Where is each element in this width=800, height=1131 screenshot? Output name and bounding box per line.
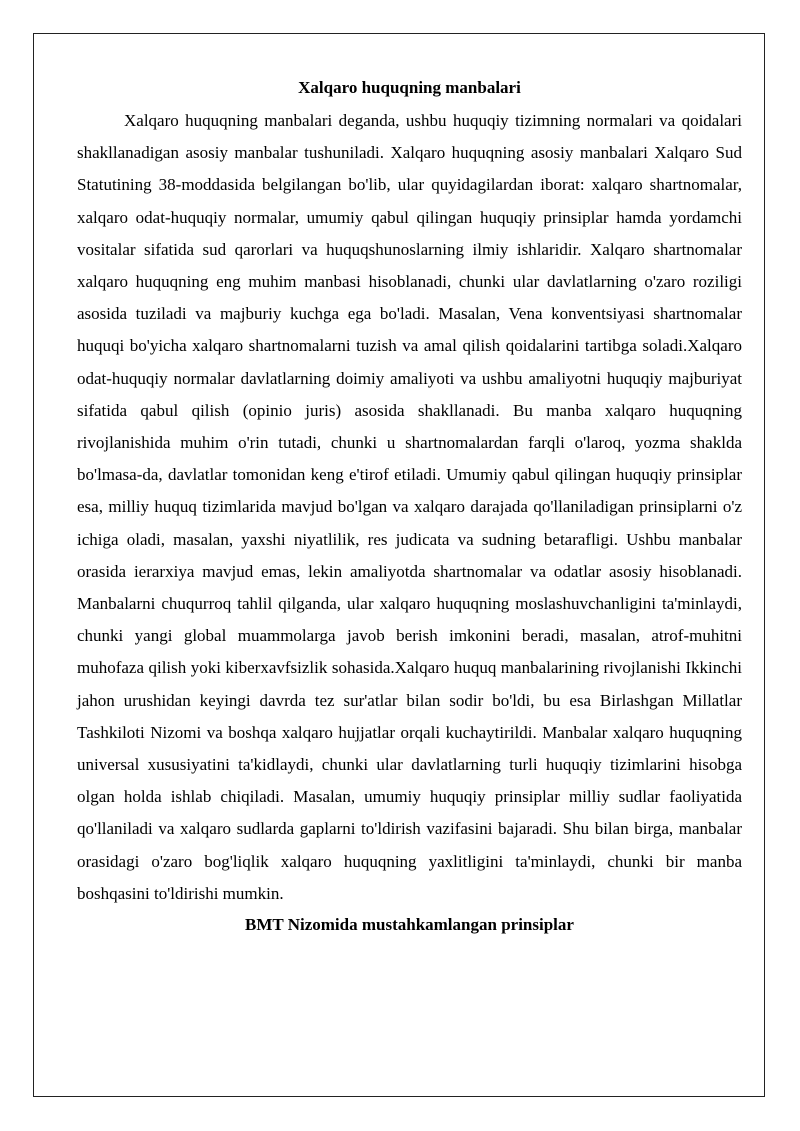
document-body [77, 77, 742, 936]
section-heading: BMT Nizomida mustahkamlangan prinsiplar [245, 915, 574, 935]
body-paragraph: Xalqaro huquqning manbalari deganda, ushbu huquqiy tizimning normalari va qoidalari shakllanadigan asosiy manbalar tushuniladi. Xalqaro huquqning asosiy manbalari Xalqaro Sud Statutining 38-moddasida belgilangan bo'lib, ular quyidagilardan iborat: xalqaro shartnomalar, xalqaro odat-huquqiy normalar, umumiy qabul qilingan huquqiy prinsiplar hamda yordamchi vositalar sifatida sud qarorlari va huquqshunoslarning ilmiy ishlaridir. Xalqaro shartnomalar xalqaro huquqning eng muhim manbasi hisoblanadi, chunki ular davlatlarning o'zaro roziligi asosida tuziladi va majburiy kuchga ega bo'ladi. Masalan, Vena konventsiyasi shartnomalar huquqi bo'yicha xalqaro shartnomalarni tuzish va amal qilish qoidalarini tartibga soladi.Xalqaro odat-huquqiy normalar davlatlarning doimiy amaliyoti va ushbu amaliyotni huquqiy majburiyat sifatida qabul qilish (opinio juris) asosida shakllanadi. Bu manba xalqaro huquqning rivojlanishida muhim o'rin tutadi, chunki u shartnomalardan farqli o'laroq, yozma shaklda bo'lmasa-da, davlatlar tomonidan keng e'tirof etiladi. Umumiy qabul qilingan huquqiy prinsiplar esa, milliy huquq tizimlarida mavjud bo'lgan va xalqaro darajada qo'llaniladigan prinsiplarni o'z ichiga oladi, masalan, yaxshi niyatlilik, res judicata va sudning betarafligi. Ushbu manbalar orasida ierarxiya mavjud emas, lekin amaliyotda shartnomalar va odatlar asosiy hisoblanadi. Manbalarni chuqurroq tahlil qilganda, ular xalqaro huquqning moslashuvchanligini ta'minlaydi, chunki yangi global muammolarga javob berish imkonini beradi, masalan, atrof-muhitni muhofaza qilish yoki kiberxavfsizlik sohasida.Xalqaro huquq manbalarining rivojlanishi Ikkinchi jahon urushidan keyingi davrda tez sur'atlar bilan sodir bo'ldi, bu esa Birlashgan Millatlar Tashkiloti Nizomi va boshqa xalqaro hujjatlar orqali kuchaytirildi. Manbalar xalqaro huquqning universal xususiyatini ta'kidlaydi, chunki ular davlatlarning turli huquqiy tizimlarini hisobga olgan holda ishlab chiqiladi. Masalan, umumiy huquqiy prinsiplar milliy sudlar faoliyatida qo'llaniladi va xalqaro sudlarda gaplarni to'ldirish vazifasini bajaradi. Shu bilan birga, manbalar orasidagi o'zaro bog'liqlik xalqaro huquqning yaxlitligini ta'minlaydi, chunki bir manba boshqasini to'ldirishi mumkin. [77, 111, 742, 903]
document-title: Xalqaro huquqning manbalari [298, 78, 521, 97]
